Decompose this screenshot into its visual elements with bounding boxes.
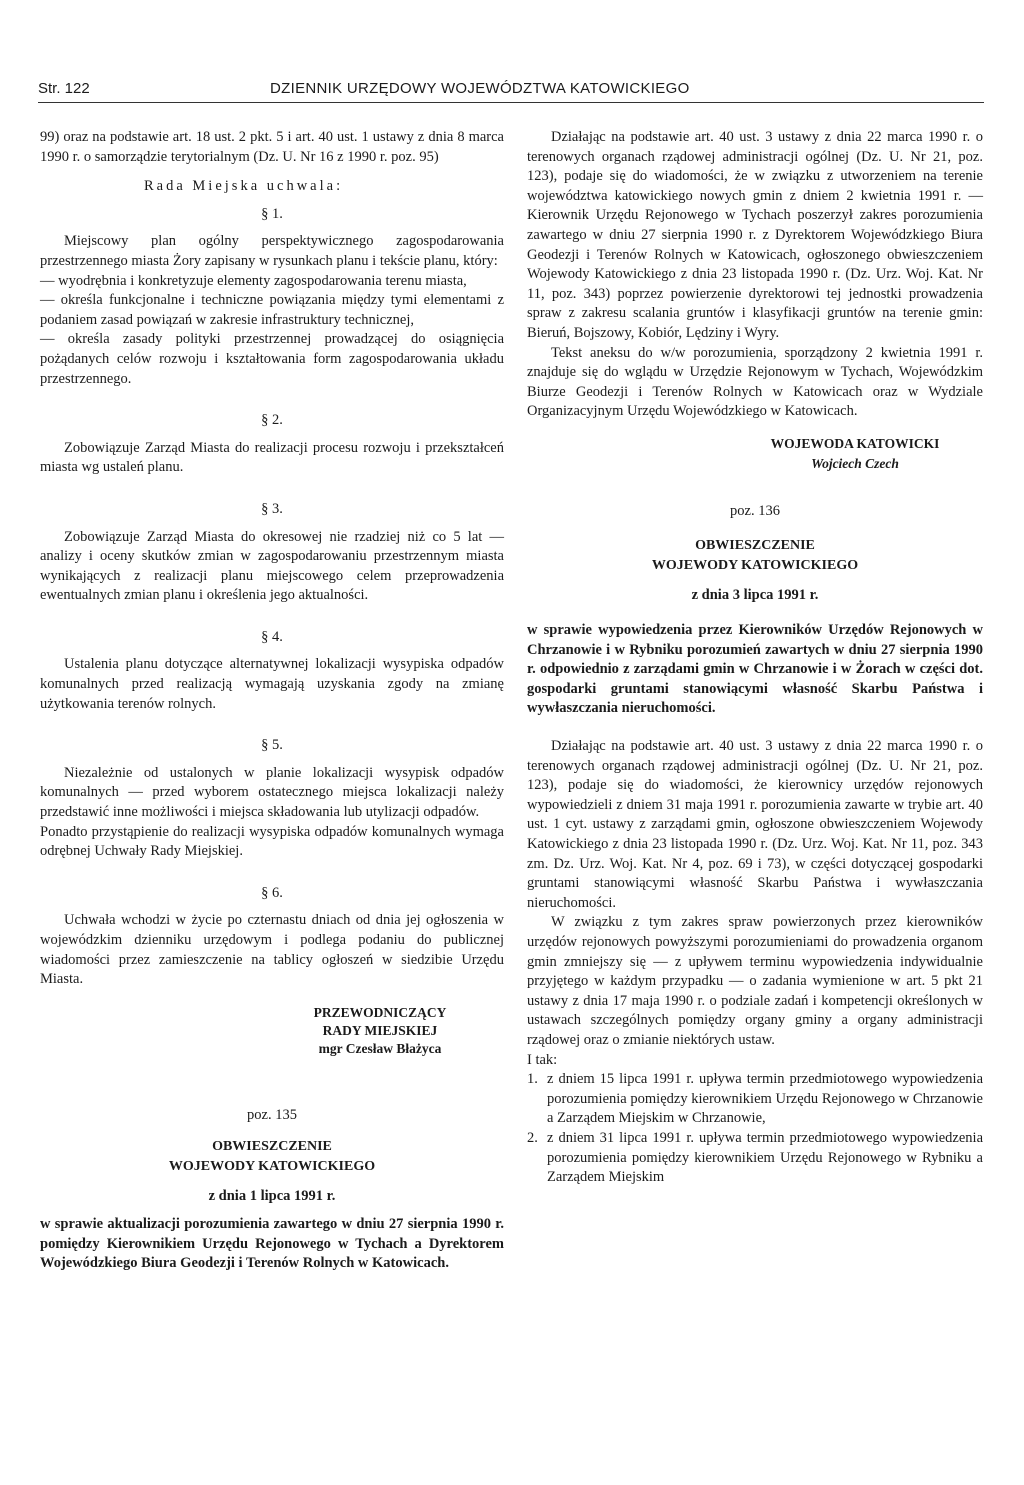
section-5-text: Niezależnie od ustalonych w planie lokalizacji wysypisk odpadów komunalnych — przed wyborem ostatecznego miejsca lokalizacji należy przedstawić inne możliwości i miejsca składowania lub utylizacji odpadów. xyxy=(40,764,504,821)
list-item xyxy=(527,1070,983,1129)
signature-title-2: RADY MIEJSKIEJ xyxy=(322,1022,438,1038)
section-6-text: Uchwała wchodzi w życie po czternastu dniach od dnia jej ogłoszenia w wojewódzkim dzienniku urzędowym i podlega podaniu do publicznej wiadomości przez zamieszczenie na tablicy ogłoszeń w siedzibie Urzędu Miasta. xyxy=(40,912,504,988)
section-1-heading: § 1. xyxy=(261,205,283,222)
section-2-heading: § 2. xyxy=(261,412,283,429)
announcement-134-paragraph-1: Działając na podstawie art. 40 ust. 3 ustawy z dnia 22 marca 1990 r. o terenowych organach rządowej administracji ogólnej (Dz. U. Nr 21, poz. 123), podaje się do wiadomości, że w związku z utworzeniem na terenie województwa katowickiego nowych gmin z dniem 2 kwietnia 1991 r. — Kierownik Urzędu Rejonowego w Tychach poszerzył zakres porozumienia zawartego w dniu 27 sierpnia 1990 r. z Dyrektorem Wojewódzkiego Biura Geodezji i Terenów Rolnych w Katowicach, ogłoszonego obwieszczeniem Wojewody Katowickiego z dnia 23 listopada 1990 r. (Dz. Urz. Woj. Kat. Nr 11, poz. 343) poprzez powierzenie dyrektorowi tej jednostki prowadzenia spraw z zakresu scalania gruntów i klasyfikacji gruntów na terenie gmin: Bieruń, Bojszowy, Kobiór, Lędziny i Wyry. xyxy=(527,129,983,341)
header-rule xyxy=(38,102,984,103)
announcement-subject-136: w sprawie wypowiedzenia przez Kierowników Urzędów Rejonowych w Chrzanowie i w Rybniku porozumień zawartych w dniu 27 sierpnia 1990 r. odpowiednio z zarządami gmin w Chrzanowie i w Żorach w części dot. gospodarki gruntami stanowiącymi własność Skarbu Państwa i wywłaszczania nieruchomości. xyxy=(527,622,983,717)
list-item-text: z dniem 31 lipca 1991 r. upływa termin przedmiotowego wypowiedzenia porozumienia pomiędzy kierownikiem Urzędu Rejonowego w Rybniku a Zarządem Miejskim xyxy=(547,1129,983,1186)
council-resolves: Rada Miejska uchwala: xyxy=(144,178,344,195)
section-5-text-2: Ponadto przystąpienie do realizacji wysypiska odpadów komunalnych wymaga odrębnej Uchwały Rady Miejskiej. xyxy=(40,823,504,860)
section-4-heading: § 4. xyxy=(261,628,283,645)
list-item-number: 1. xyxy=(527,1071,538,1088)
announcement-136-paragraph-1: Działając na podstawie art. 40 ust. 3 ustawy z dnia 22 marca 1990 r. o terenowych organach rządowej administracji ogólnej (Dz. U. Nr 21, poz. 123), podaje się do wiadomości, że kierownicy urzędów rejonowych wypowiedzieli z dniem 31 maja 1991 r. porozumienia zawarte w trybie art. 40 ust. 1 cyt. ustawy z zarządami gmin, ogłoszone obwieszczeniem Wojewody Katowickiego z dnia 23 listopada 1990 r. (Dz. Urz. Woj. Kat. Nr 11, poz. 343 zm. Dz. Urz. Woj. Kat. Nr 4, poz. 69 i 73), w części dotyczącej gospodarki gruntami stanowiącymi własność Skarbu Państwa i wywłaszczania nieruchomości. xyxy=(527,738,983,911)
signature-name: mgr Czesław Błażyca xyxy=(318,1040,442,1056)
section-1-dash-2: — określa funkcjonalne i techniczne powiązania między tymi elementami z podaniem zasad powiązań w zakresie infrastruktury technicznej, xyxy=(40,292,504,328)
governor-name: Wojciech Czech xyxy=(811,455,899,471)
section-2-text: Zobowiązuje Zarząd Miasta do realizacji procesu rozwoju i przekształceń miasta wg ustaleń planu. xyxy=(40,439,504,476)
announcement-authority-136: WOJEWODY KATOWICKIEGO xyxy=(651,557,859,573)
list-item-number: 2. xyxy=(527,1129,538,1146)
journal-title: DZIENNIK URZĘDOWY WOJEWÓDZTWA KATOWICKIEGO xyxy=(270,80,690,97)
section-1-dash-3: — określa zasady polityki przestrzennej prowadzącej do osiągnięcia pożądanych celów rozwoju i kształtowania form zagospodarowania układu przestrzennego. xyxy=(40,331,504,387)
item-number-136: poz. 136 xyxy=(730,502,780,519)
left-column xyxy=(40,128,504,1274)
announcement-heading-136: OBWIESZCZENIE xyxy=(695,537,815,553)
list-intro: I tak: xyxy=(527,1051,558,1068)
section-3-heading: § 3. xyxy=(261,500,283,517)
announcement-134-paragraph-2: Tekst aneksu do w/w porozumienia, sporządzony 2 kwietnia 1991 r. znajduje się do wglądu w Urzędzie Rejonowym w Tychach, Wojewódzkim Biurze Geodezji i Terenów Rolnych w Katowicach oraz w Wydziale Organizacyjnym Urzędu Wojewódzkiego w Katowicach. xyxy=(527,344,983,420)
announcement-date-136: z dnia 3 lipca 1991 r. xyxy=(691,586,819,603)
right-column xyxy=(527,128,983,1188)
list-item-text: z dniem 15 lipca 1991 r. upływa termin przedmiotowego wypowiedzenia porozumienia pomiędzy kierownikiem Urzędu Rejonowego w Chrzanowie a Zarządem Miejskim w Chrzanowie, xyxy=(547,1071,983,1127)
item-number-135: poz. 135 xyxy=(247,1106,297,1123)
announcement-136-paragraph-2: W związku z tym zakres spraw powierzonych przez kierowników urzędów rejonowych powyższymi porozumieniami do prowadzenia organom gmin zmniejszy się — z upływem terminu wypowiedzenia indywidualnie przyjętego w każdym przypadku — o zadania wymienione w art. 5 pkt 21 ustawy z dnia 17 maja 1990 r. o podziale zadań i kompetencji określonych w ustawach szczególnych pomiędzy organy gminy a organy administracji rządowej oraz o zmianie niektórych ustaw. xyxy=(527,914,983,1048)
section-3-text: Zobowiązuje Zarząd Miasta do okresowej nie rzadziej niż co 5 lat — analizy i oceny skutków zmian w zagospodarowaniu przestrzennym miasta wynikających z realizacji planu miejscowego celem przeprowadzenia ewentualnych zmian planu i określenia jego aktualności. xyxy=(40,528,504,604)
governor-title: WOJEWODA KATOWICKI xyxy=(770,435,940,451)
section-1-text: Miejscowy plan ogólny perspektywicznego zagospodarowania przestrzennego miasta Żory zapisany w rysunkach planu i tekście planu, który: xyxy=(40,233,504,269)
section-5-heading: § 5. xyxy=(261,737,283,754)
announcement-subject-135: w sprawie aktualizacji porozumienia zawartego w dniu 27 sierpnia 1990 r. pomiędzy Kierownikiem Urzędu Rejonowego w Tychach a Dyrektorem Wojewódzkiego Biura Geodezji i Terenów Rolnych w Katowicach. xyxy=(40,1215,504,1272)
section-1-dash-1: — wyodrębnia i konkretyzuje elementy zagospodarowania terenu miasta, xyxy=(40,272,467,289)
page-header xyxy=(38,76,984,100)
announcement-authority-135: WOJEWODY KATOWICKIEGO xyxy=(168,1159,376,1175)
signature-title-1: PRZEWODNICZĄCY xyxy=(313,1004,447,1020)
announcement-heading-135: OBWIESZCZENIE xyxy=(212,1139,332,1155)
announcement-date-135: z dnia 1 lipca 1991 r. xyxy=(208,1188,336,1205)
intro-paragraph: 99) oraz na podstawie art. 18 ust. 2 pkt. 5 i art. 40 ust. 1 ustawy z dnia 8 marca 1990 r. o samorządzie terytorialnym (Dz. U. Nr 16 z 1990 r. poz. 95) xyxy=(40,129,504,165)
section-4-text: Ustalenia planu dotyczące alternatywnej lokalizacji wysypiska odpadów komunalnych przed realizacją wymagają uzyskania zgody na zmianę użytkowania terenów rolnych. xyxy=(40,656,504,712)
page-number: Str. 122 xyxy=(38,80,90,97)
section-6-heading: § 6. xyxy=(261,884,283,901)
list-item xyxy=(527,1129,983,1188)
